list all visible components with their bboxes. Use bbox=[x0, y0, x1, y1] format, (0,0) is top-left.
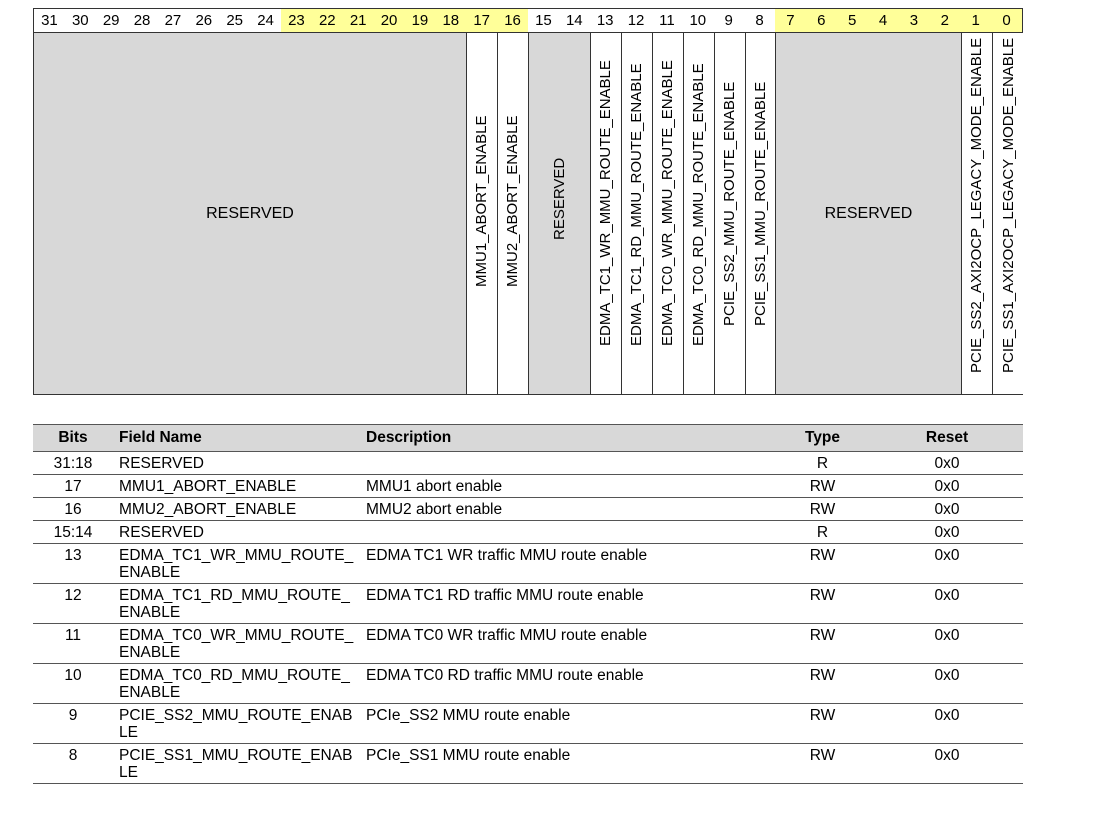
bit-number: 24 bbox=[257, 12, 274, 29]
bit-number: 19 bbox=[405, 9, 436, 32]
type-cell: RW bbox=[774, 544, 871, 584]
field-label: RESERVED bbox=[550, 157, 568, 240]
type-cell: RW bbox=[774, 664, 871, 704]
table-row bbox=[33, 498, 1023, 521]
bit-number: 12 bbox=[627, 12, 645, 29]
field-label: MMU2_ABORT_ENABLE bbox=[504, 115, 521, 287]
bit-number: 17 bbox=[466, 9, 497, 32]
bit-number: 16 bbox=[497, 9, 528, 32]
bits-cell: 16 bbox=[33, 498, 113, 521]
bits-cell: 17 bbox=[33, 475, 113, 498]
column-header-description: Description bbox=[360, 425, 774, 452]
table-row bbox=[33, 544, 1023, 584]
field-label: PCIE_SS2_AXI2OCP_LEGACY_MODE_ENABLE bbox=[968, 37, 985, 373]
reset-cell: 0x0 bbox=[871, 664, 1023, 704]
field-name-cell: RESERVED bbox=[113, 521, 360, 544]
field-box-reserved-15-14 bbox=[529, 33, 591, 394]
bits-cell: 15:14 bbox=[33, 521, 113, 544]
table-row bbox=[33, 584, 1023, 624]
description-cell: PCIe_SS2 MMU route enable bbox=[360, 704, 774, 744]
bits-cell: 9 bbox=[33, 704, 113, 744]
bit-number: 3 bbox=[899, 9, 930, 32]
field-name-cell: PCIE_SS2_MMU_ROUTE_ENABLE bbox=[113, 704, 360, 744]
field-box-mmu1-abort-enable bbox=[467, 33, 498, 394]
bit-number: 7 bbox=[775, 9, 806, 32]
bit-number: 13 bbox=[596, 12, 614, 29]
field-label: MMU1_ABORT_ENABLE bbox=[473, 115, 490, 287]
bit-number: 4 bbox=[868, 9, 899, 32]
field-label: RESERVED bbox=[206, 204, 294, 222]
bit-number: 6 bbox=[806, 9, 837, 32]
type-cell: RW bbox=[774, 584, 871, 624]
description-cell bbox=[360, 521, 774, 544]
field-box-edma-tc0-rd-mmu-route-enable bbox=[684, 33, 715, 394]
bit-number: 30 bbox=[71, 12, 89, 29]
field-label: PCIE_SS1_MMU_ROUTE_ENABLE bbox=[751, 81, 769, 326]
bit-number: 31 bbox=[41, 12, 58, 29]
field-name-cell: EDMA_TC1_RD_MMU_ROUTE_ENABLE bbox=[113, 584, 360, 624]
bit-number: 20 bbox=[374, 9, 405, 32]
bit-number: 15 bbox=[535, 12, 552, 29]
bits-cell: 13 bbox=[33, 544, 113, 584]
field-name-cell: EDMA_TC0_RD_MMU_ROUTE_ENABLE bbox=[113, 664, 360, 704]
bit-number: 18 bbox=[435, 9, 466, 32]
field-name-cell: MMU1_ABORT_ENABLE bbox=[113, 475, 360, 498]
bit-number: 25 bbox=[226, 12, 244, 29]
bit-number-header bbox=[33, 8, 1023, 33]
field-name-cell: EDMA_TC1_WR_MMU_ROUTE_ENABLE bbox=[113, 544, 360, 584]
field-label: PCIE_SS2_MMU_ROUTE_ENABLE bbox=[721, 81, 738, 326]
table-row bbox=[33, 704, 1023, 744]
bit-number: 2 bbox=[929, 9, 960, 32]
bit-number: 1 bbox=[960, 9, 991, 32]
reset-cell: 0x0 bbox=[871, 521, 1023, 544]
bit-number: 21 bbox=[343, 9, 374, 32]
field-box-edma-tc1-wr-mmu-route-enable bbox=[591, 33, 622, 394]
table-row bbox=[33, 475, 1023, 498]
column-header-reset: Reset bbox=[871, 425, 1023, 452]
table-row bbox=[33, 452, 1023, 475]
field-label: EDMA_TC0_RD_MMU_ROUTE_ENABLE bbox=[690, 63, 707, 346]
field-name-cell: EDMA_TC0_WR_MMU_ROUTE_ENABLE bbox=[113, 624, 360, 664]
description-cell: EDMA TC0 WR traffic MMU route enable bbox=[360, 624, 774, 664]
field-name-cell: RESERVED bbox=[113, 452, 360, 475]
field-box-pcie-ss1-axi2ocp-legacy-mode-enable bbox=[993, 33, 1024, 394]
bit-number: 28 bbox=[133, 12, 151, 29]
field-label: EDMA_TC1_WR_MMU_ROUTE_ENABLE bbox=[597, 60, 614, 346]
table-row bbox=[33, 744, 1023, 784]
bits-cell: 10 bbox=[33, 664, 113, 704]
reset-cell: 0x0 bbox=[871, 452, 1023, 475]
field-box-edma-tc0-wr-mmu-route-enable bbox=[653, 33, 684, 394]
bit-number: 11 bbox=[659, 12, 675, 29]
field-box-pcie-ss1-mmu-route-enable bbox=[746, 33, 776, 394]
description-cell: MMU1 abort enable bbox=[360, 475, 774, 498]
description-cell: EDMA TC0 RD traffic MMU route enable bbox=[360, 664, 774, 704]
type-cell: R bbox=[774, 452, 871, 475]
bits-cell: 31:18 bbox=[33, 452, 113, 475]
type-cell: RW bbox=[774, 744, 871, 784]
field-box-reserved-7-2 bbox=[776, 33, 962, 394]
bit-number: 5 bbox=[837, 9, 868, 32]
description-cell: EDMA TC1 WR traffic MMU route enable bbox=[360, 544, 774, 584]
reset-cell: 0x0 bbox=[871, 475, 1023, 498]
description-cell: EDMA TC1 RD traffic MMU route enable bbox=[360, 584, 774, 624]
field-label: EDMA_TC0_WR_MMU_ROUTE_ENABLE bbox=[659, 60, 676, 346]
field-label: EDMA_TC1_RD_MMU_ROUTE_ENABLE bbox=[628, 63, 645, 346]
bit-number: 10 bbox=[689, 12, 707, 29]
bit-number: 8 bbox=[755, 12, 764, 29]
description-cell: PCIe_SS1 MMU route enable bbox=[360, 744, 774, 784]
field-box-reserved-31-18 bbox=[34, 33, 467, 394]
table-row bbox=[33, 624, 1023, 664]
column-header-bits: Bits bbox=[33, 425, 113, 452]
bit-number: 9 bbox=[724, 12, 733, 29]
column-header-field-name: Field Name bbox=[113, 425, 360, 452]
type-cell: RW bbox=[774, 498, 871, 521]
field-box-edma-tc1-rd-mmu-route-enable bbox=[622, 33, 653, 394]
field-box-mmu2-abort-enable bbox=[498, 33, 529, 394]
reset-cell: 0x0 bbox=[871, 498, 1023, 521]
register-field-table bbox=[33, 424, 1023, 784]
register-field-diagram bbox=[33, 33, 1023, 395]
field-box-pcie-ss2-axi2ocp-legacy-mode-enable bbox=[962, 33, 993, 394]
type-cell: RW bbox=[774, 475, 871, 498]
type-cell: R bbox=[774, 521, 871, 544]
field-box-pcie-ss2-mmu-route-enable bbox=[715, 33, 746, 394]
reset-cell: 0x0 bbox=[871, 704, 1023, 744]
reset-cell: 0x0 bbox=[871, 624, 1023, 664]
bit-number: 23 bbox=[281, 9, 312, 32]
bits-cell: 12 bbox=[33, 584, 113, 624]
column-header-type: Type bbox=[774, 425, 871, 452]
reset-cell: 0x0 bbox=[871, 544, 1023, 584]
field-name-cell: MMU2_ABORT_ENABLE bbox=[113, 498, 360, 521]
bits-cell: 11 bbox=[33, 624, 113, 664]
bit-number: 0 bbox=[991, 9, 1022, 32]
type-cell: RW bbox=[774, 704, 871, 744]
field-label: RESERVED bbox=[824, 204, 913, 222]
field-label: PCIE_SS1_AXI2OCP_LEGACY_MODE_ENABLE bbox=[999, 37, 1017, 373]
table-row bbox=[33, 521, 1023, 544]
table-row bbox=[33, 664, 1023, 704]
type-cell: RW bbox=[774, 624, 871, 664]
bit-number: 26 bbox=[195, 12, 213, 29]
description-cell bbox=[360, 452, 774, 475]
bit-number: 14 bbox=[565, 12, 583, 29]
description-cell: MMU2 abort enable bbox=[360, 498, 774, 521]
bit-number: 29 bbox=[102, 12, 120, 29]
bit-number: 22 bbox=[312, 9, 343, 32]
field-name-cell: PCIE_SS1_MMU_ROUTE_ENABLE bbox=[113, 744, 360, 784]
reset-cell: 0x0 bbox=[871, 744, 1023, 784]
bits-cell: 8 bbox=[33, 744, 113, 784]
bit-number: 27 bbox=[164, 12, 182, 29]
table-header-row bbox=[33, 425, 1023, 452]
reset-cell: 0x0 bbox=[871, 584, 1023, 624]
